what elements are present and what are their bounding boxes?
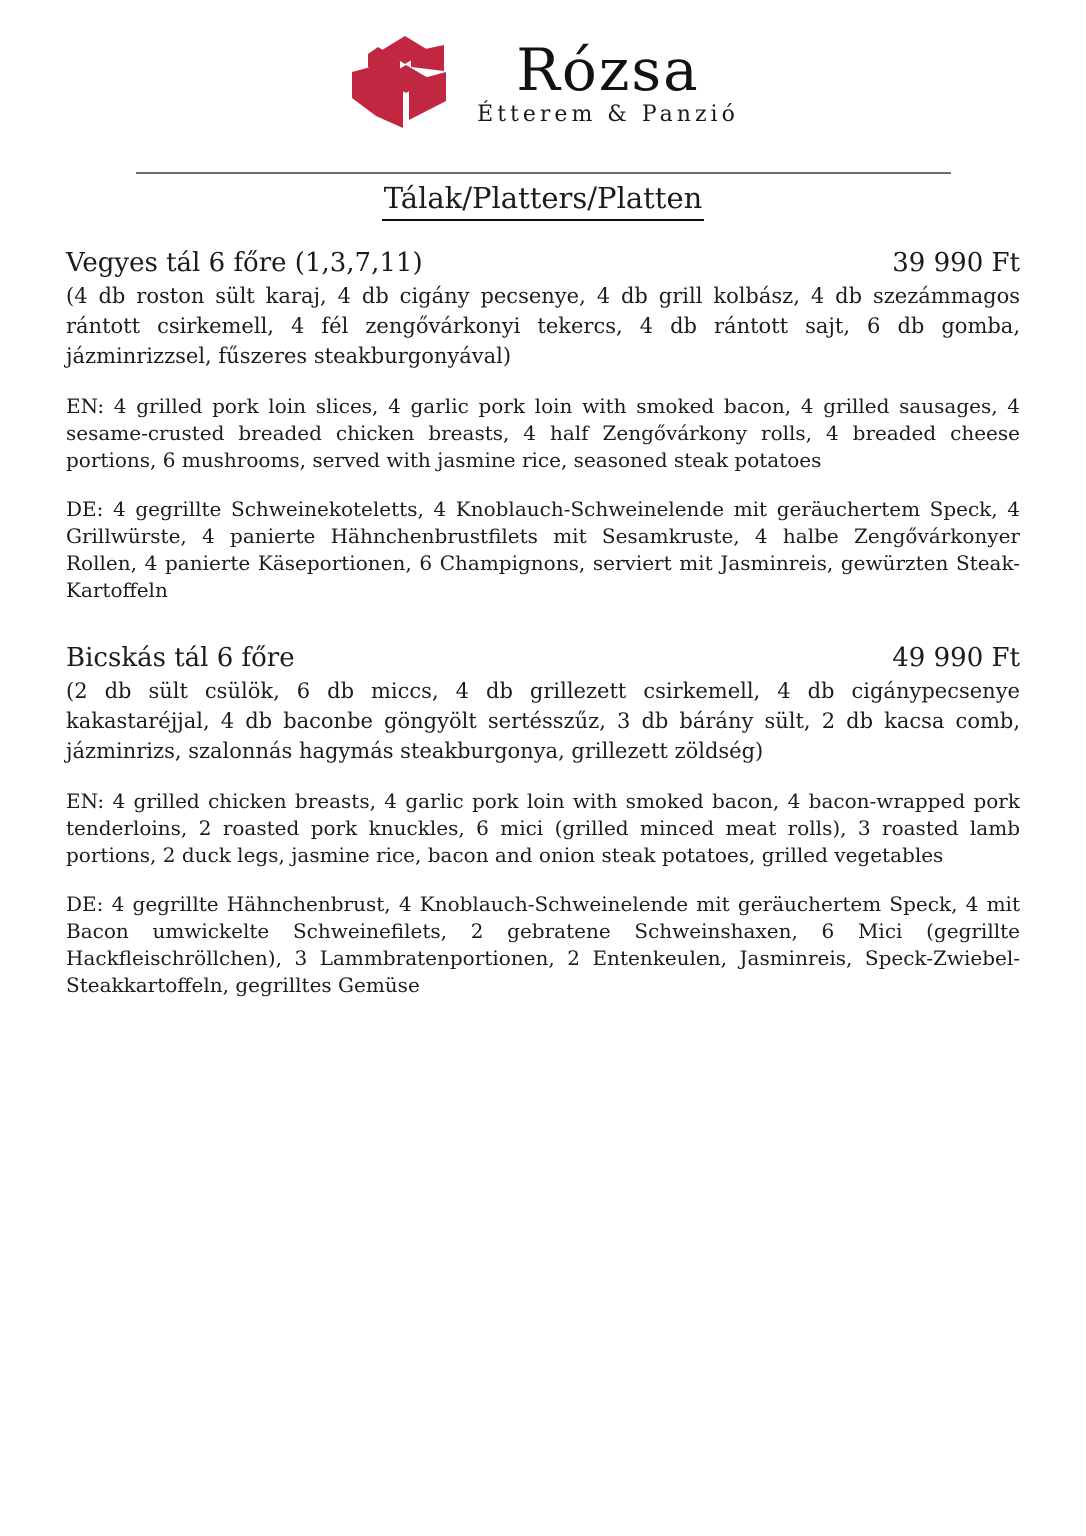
item-description-en: EN: 4 grilled pork loin slices, 4 garlic pork loin with smoked bacon, 4 grilled sausages, 4 sesame-crusted breaded chicken breasts, 4 half Zengővárkony rolls, 4 breaded cheese portions, 6 mushrooms, served with jasmine rice, seasoned steak potatoes xyxy=(66,394,1020,472)
item-header xyxy=(66,642,1020,674)
menu-item xyxy=(66,642,1020,999)
logo-subtitle: Étterem & Panzió xyxy=(477,102,739,127)
horizontal-divider xyxy=(136,172,951,174)
item-price: 39 990 Ft xyxy=(892,248,1020,278)
item-name: Bicskás tál 6 főre xyxy=(66,643,295,673)
menu-item xyxy=(66,247,1020,604)
item-description-hu: (2 db sült csülök, 6 db miccs, 4 db grillezett csirkemell, 4 db cigánypecsenye kakastaréjjal, 4 db baconbe göngyölt sertésszűz, 3 db bárány sült, 2 db kacsa comb, jázminrizs, szalonnás hagymás steakburgonya, grillezett zöldség) xyxy=(66,679,1020,763)
item-name: Vegyes tál 6 főre (1,3,7,11) xyxy=(66,248,423,278)
item-description-de: DE: 4 gegrillte Schweinekoteletts, 4 Knoblauch-Schweinelende mit geräuchertem Speck, 4 Grillwürste, 4 panierte Hähnchenbrustfilets mit Sesamkruste, 4 halbe Zengővárkonyer Rollen, 4 panierte Käseportionen, 6 Champignons, serviert mit Jasminreis, gewürzten Steak-Kartoffeln xyxy=(66,497,1020,602)
logo-title: Rózsa xyxy=(516,36,700,104)
item-description-de: DE: 4 gegrillte Hähnchenbrust, 4 Knoblauch-Schweinelende mit geräuchertem Speck, 4 mit Bacon umwickelte Schweinefilets, 2 gebratene Schweinshaxen, 6 Mici (gegrillte Hackfleischröllchen), 3 Lammbratenportionen, 2 Entenkeulen, Jasminreis, Speck-Zwiebel-Steakkartoffeln, gegrilltes Gemüse xyxy=(66,892,1020,997)
rose-logo-icon xyxy=(347,34,469,134)
item-header xyxy=(66,247,1020,279)
restaurant-logo xyxy=(0,0,1086,134)
page-title: Tálak/Platters/Platten xyxy=(382,178,705,221)
item-price: 49 990 Ft xyxy=(892,643,1020,673)
menu-content xyxy=(66,247,1020,999)
item-description-en: EN: 4 grilled chicken breasts, 4 garlic pork loin with smoked bacon, 4 bacon-wrapped pork tenderloins, 2 roasted pork knuckles, 6 mici (grilled minced meat rolls), 3 roasted lamb portions, 2 duck legs, jasmine rice, bacon and onion steak potatoes, grilled vegetables xyxy=(66,789,1020,867)
section-title-wrap xyxy=(0,178,1086,221)
logo-text-block xyxy=(477,36,739,128)
item-description-hu: (4 db roston sült karaj, 4 db cigány pecsenye, 4 db grill kolbász, 4 db szezámmagos rántott csirkemell, 4 fél zengővárkonyi tekercs, 4 db rántott sajt, 6 db gomba, jázminrizzsel, fűszeres steakburgonyával) xyxy=(66,284,1020,368)
